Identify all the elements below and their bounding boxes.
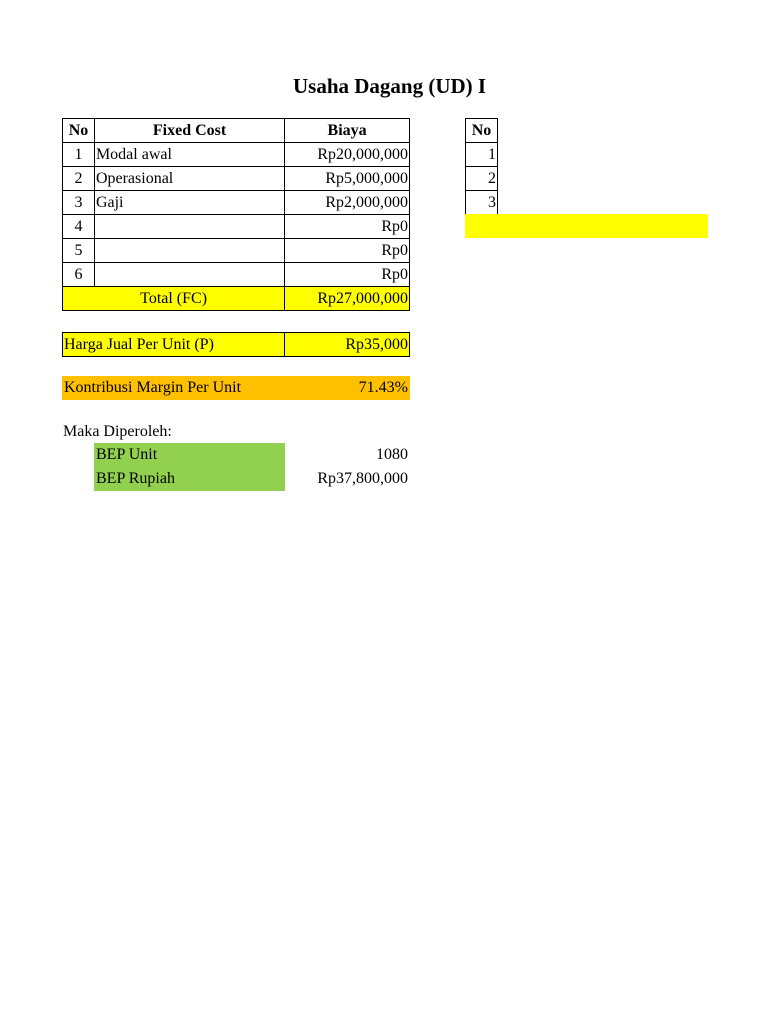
- second-header-no[interactable]: No: [466, 119, 498, 143]
- bep-unit-row: [94, 443, 410, 467]
- table-header-row: [63, 119, 410, 143]
- table-row: [63, 143, 410, 167]
- table-row: [63, 167, 410, 191]
- second-table-total-row[interactable]: [465, 214, 708, 238]
- price-value-cell[interactable]: Rp35,000: [285, 333, 410, 357]
- row-name-cell[interactable]: [94, 215, 284, 239]
- table-row: [63, 215, 410, 239]
- price-row: [62, 332, 410, 357]
- row-no-cell[interactable]: 6: [63, 263, 95, 287]
- bep-unit-value-cell[interactable]: 1080: [376, 446, 408, 463]
- row-name-cell[interactable]: Operasional: [94, 167, 284, 191]
- second-row-no-cell[interactable]: 1: [466, 143, 498, 167]
- row-name-cell[interactable]: [94, 239, 284, 263]
- total-row: [63, 287, 410, 311]
- row-cost-cell[interactable]: Rp5,000,000: [285, 167, 410, 191]
- header-no[interactable]: No: [63, 119, 95, 143]
- fixed-cost-table: [62, 118, 410, 311]
- header-biaya[interactable]: Biaya: [285, 119, 410, 143]
- row-cost-cell[interactable]: Rp2,000,000: [285, 191, 410, 215]
- total-value-cell[interactable]: Rp27,000,000: [285, 287, 410, 311]
- row-cost-cell[interactable]: Rp0: [285, 239, 410, 263]
- second-row-no-cell[interactable]: 2: [466, 167, 498, 191]
- row-no-cell[interactable]: 4: [63, 215, 95, 239]
- bep-rupiah-row: [94, 467, 410, 491]
- row-cost-cell[interactable]: Rp0: [285, 215, 410, 239]
- margin-row: [62, 376, 410, 400]
- row-name-cell[interactable]: [94, 263, 284, 287]
- table-row: [63, 263, 410, 287]
- margin-label-cell[interactable]: Kontribusi Margin Per Unit: [64, 379, 242, 396]
- second-row-no-cell[interactable]: 3: [466, 191, 498, 215]
- row-cost-cell[interactable]: Rp0: [285, 263, 410, 287]
- row-cost-cell[interactable]: Rp20,000,000: [285, 143, 410, 167]
- row-name-cell[interactable]: Gaji: [94, 191, 284, 215]
- second-table: [465, 118, 498, 215]
- row-name-cell[interactable]: Modal awal: [94, 143, 284, 167]
- row-no-cell[interactable]: 2: [63, 167, 95, 191]
- row-no-cell[interactable]: 3: [63, 191, 95, 215]
- row-no-cell[interactable]: 1: [63, 143, 95, 167]
- sheet-title: Usaha Dagang (UD) I: [293, 74, 487, 98]
- result-heading[interactable]: Maka Diperoleh:: [63, 423, 172, 440]
- bep-rupiah-label-cell[interactable]: BEP Rupiah: [94, 467, 285, 491]
- bep-unit-label-cell[interactable]: BEP Unit: [94, 443, 285, 467]
- header-fixed-cost[interactable]: Fixed Cost: [94, 119, 284, 143]
- total-label-cell[interactable]: Total (FC): [63, 287, 285, 311]
- bep-rupiah-value-cell[interactable]: Rp37,800,000: [317, 470, 408, 487]
- table-row: [63, 191, 410, 215]
- price-label-cell[interactable]: Harga Jual Per Unit (P): [63, 333, 285, 357]
- table-row: [63, 239, 410, 263]
- row-no-cell[interactable]: 5: [63, 239, 95, 263]
- margin-value-cell[interactable]: 71.43%: [358, 379, 408, 396]
